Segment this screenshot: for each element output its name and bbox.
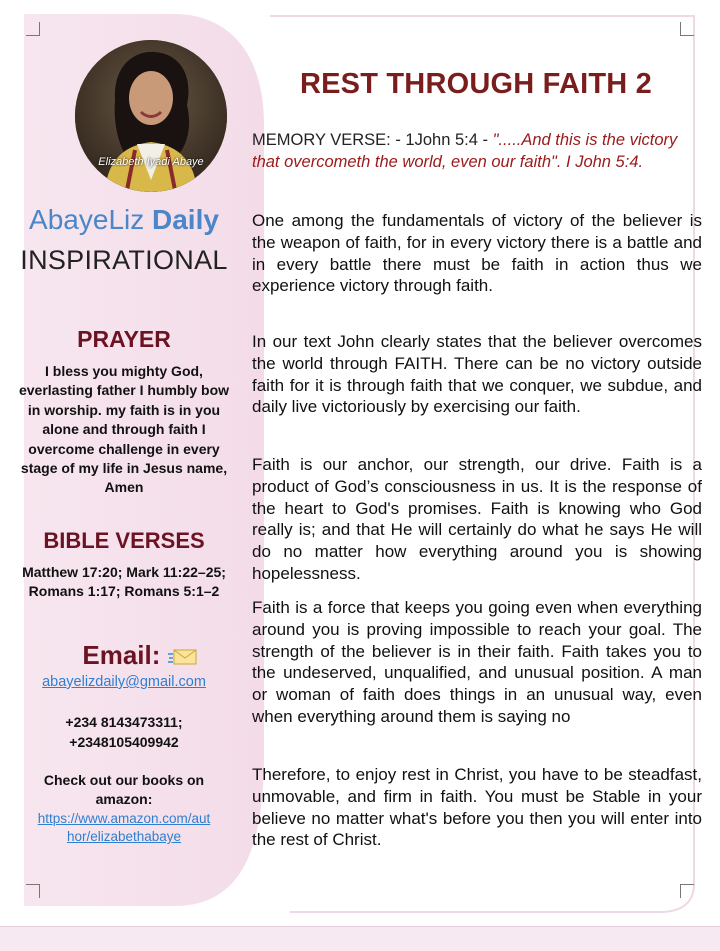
- paragraph-1: One among the fundamentals of victory of the believer is the weapon of faith, for in every victory there is a battle and in every battle there must be faith in action thus we experience victory through faith.: [252, 211, 702, 296]
- page-title: REST THROUGH FAITH 2: [299, 68, 652, 100]
- crop-mark-top-right: [680, 22, 694, 36]
- phone-numbers: [14, 713, 234, 752]
- amazon-link[interactable]: [14, 810, 234, 846]
- bible-verses-heading: BIBLE VERSES: [43, 528, 205, 553]
- paragraph-2: In our text John clearly states that the believer overcomes the world through FAITH. There can be no victory outside faith for it is through faith that we conquer, we subdue, and daily live victoriously by exercising our faith.: [252, 332, 702, 417]
- author-photo: [75, 40, 227, 192]
- prayer-heading: PRAYER: [77, 326, 171, 352]
- paragraph-4: Faith is a force that keeps you going even when everything around you is proving impossible to reach your goal. The strength of the believer is in their faith. Faith takes you to the undeserved, unqualified, and unusual position. A man or woman of faith does things in an unusual way, even when everything around them is saying no: [252, 598, 702, 726]
- memory-verse: [252, 130, 702, 174]
- phone-number-2: +2348105409942: [69, 733, 179, 750]
- crop-mark-bottom-left: [26, 884, 40, 898]
- envelope-icon: [168, 647, 198, 667]
- brand-subtitle: INSPIRATIONAL: [20, 245, 228, 275]
- prayer-text: I bless you mighty God, everlasting father I humbly bow in worship. my faith is in you alone and through faith I overcome challenge in every stage of my life in Jesus name, Amen: [18, 363, 230, 496]
- crop-mark-bottom-right: [680, 884, 694, 898]
- amazon-link-line-1[interactable]: https://www.amazon.com/aut: [37, 811, 211, 826]
- memory-verse-label: MEMORY VERSE: - 1John 5:4 -: [252, 131, 493, 149]
- paragraph-5: Therefore, to enjoy rest in Christ, you have to be steadfast, unmovable, and firm in faith. You must be Stable in your believe no matter what's before you then you will enter into the rest of Christ.: [252, 765, 702, 850]
- crop-mark-top-left: [26, 22, 40, 36]
- amazon-link-line-2[interactable]: hor/elizabethabaye: [66, 829, 182, 844]
- paragraph-3: Faith is our anchor, our strength, our drive. Faith is a product of God’s consciousness in us. It is the response of the heart to God's promises. Faith is knowing who God really is; and that He will certainly do what he says He will do no matter how everything around you is showing hopelessness.: [252, 455, 702, 583]
- email-heading: [50, 640, 230, 671]
- brand-name: [14, 204, 234, 236]
- photo-caption: Elizabeth Iyadi Abaye: [98, 156, 204, 168]
- email-heading-text: Email:: [82, 640, 161, 670]
- bible-verses-text: Matthew 17:20; Mark 11:22–25; Romans 1:17; Romans 5:1–2: [22, 564, 226, 600]
- brand-name-text: AbayeLiz: [29, 204, 145, 235]
- books-callout: Check out our books on amazon:: [43, 772, 205, 807]
- brand-daily-text: Daily: [152, 204, 219, 235]
- phone-number-1: +234 8143473311;: [65, 714, 183, 730]
- memory-verse-quote: ".....And this is the victory that overcometh the world, even our faith". I John 5:4.: [252, 131, 678, 171]
- email-link[interactable]: abayelizdaily@gmail.com: [42, 674, 206, 690]
- footer-band: [0, 926, 720, 951]
